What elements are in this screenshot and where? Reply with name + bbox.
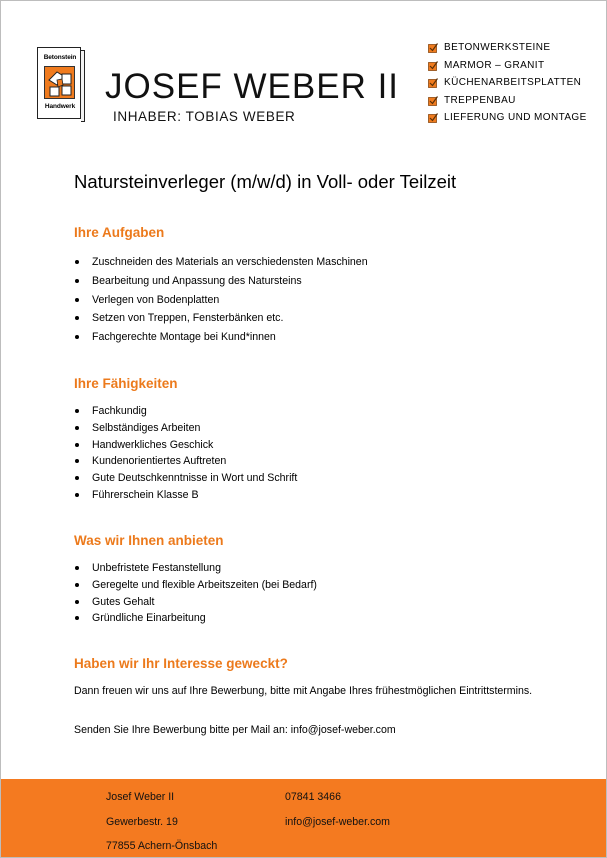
list-item: Gründliche Einarbeitung (74, 611, 317, 628)
list-item: Fachkundig (74, 404, 297, 421)
stone-blocks-icon (44, 66, 75, 99)
footer-street: Gewerbestr. 19 (106, 816, 178, 828)
checkbox-check-icon (428, 43, 438, 53)
logo-bottom-text: Handwerk (44, 103, 76, 110)
skills-list (74, 404, 297, 505)
offer-heading: Was wir Ihnen anbieten (74, 533, 224, 548)
list-item: Gute Deutschkenntnisse in Wort und Schrift (74, 471, 297, 488)
offer-list (74, 561, 317, 628)
services-list (428, 41, 587, 129)
footer-phone: 07841 3466 (285, 791, 341, 803)
checkbox-check-icon (428, 113, 438, 123)
company-name: JOSEF WEBER II (105, 67, 400, 106)
list-item: Führerschein Klasse B (74, 488, 297, 505)
tasks-heading: Ihre Aufgaben (74, 225, 165, 240)
application-paragraph: Dann freuen wir uns auf Ihre Bewerbung, bitte mit Angabe Ihres frühestmöglichen Eintrittstermins. (74, 685, 533, 697)
company-logo (37, 47, 85, 121)
skills-heading: Ihre Fähigkeiten (74, 376, 178, 391)
list-item: Zuschneiden des Materials an verschiedensten Maschinen (74, 255, 368, 274)
footer-city: 77855 Achern-Önsbach (106, 840, 218, 852)
list-item: Unbefristete Festanstellung (74, 561, 317, 578)
list-item: Setzen von Treppen, Fensterbänken etc. (74, 311, 368, 330)
list-item: Fachgerechte Montage bei Kund*innen (74, 330, 368, 349)
list-item: Gutes Gehalt (74, 595, 317, 612)
list-item: Selbständiges Arbeiten (74, 421, 297, 438)
checkbox-check-icon (428, 61, 438, 71)
list-item: Geregelte und flexible Arbeitszeiten (bei Bedarf) (74, 578, 317, 595)
list-item: Bearbeitung und Anpassung des Natursteins (74, 274, 368, 293)
logo-top-text: Betonstein (43, 54, 77, 61)
footer-bar (1, 779, 607, 858)
list-item: Verlegen von Bodenplatten (74, 293, 368, 312)
service-item: LIEFERUNG UND MONTAGE (428, 111, 587, 129)
list-item: Kundenorientiertes Auftreten (74, 454, 297, 471)
interest-heading: Haben wir Ihr Interesse geweckt? (74, 656, 288, 671)
owner-line: INHABER: TOBIAS WEBER (113, 109, 296, 124)
application-email-paragraph: Senden Sie Ihre Bewerbung bitte per Mail an: info@josef-weber.com (74, 724, 396, 736)
checkbox-check-icon (428, 78, 438, 88)
footer-email-link[interactable]: info@josef-weber.com (285, 816, 390, 828)
service-item: BETONWERKSTEINE (428, 41, 587, 59)
list-item: Handwerkliches Geschick (74, 438, 297, 455)
service-item: KÜCHENARBEITSPLATTEN (428, 76, 587, 94)
checkbox-check-icon (428, 96, 438, 106)
service-item: TREPPENBAU (428, 94, 587, 112)
service-item: MARMOR – GRANIT (428, 59, 587, 77)
job-title: Natursteinverleger (m/w/d) in Voll- oder Teilzeit (74, 171, 457, 192)
footer-company: Josef Weber II (106, 791, 175, 803)
tasks-list (74, 255, 368, 349)
